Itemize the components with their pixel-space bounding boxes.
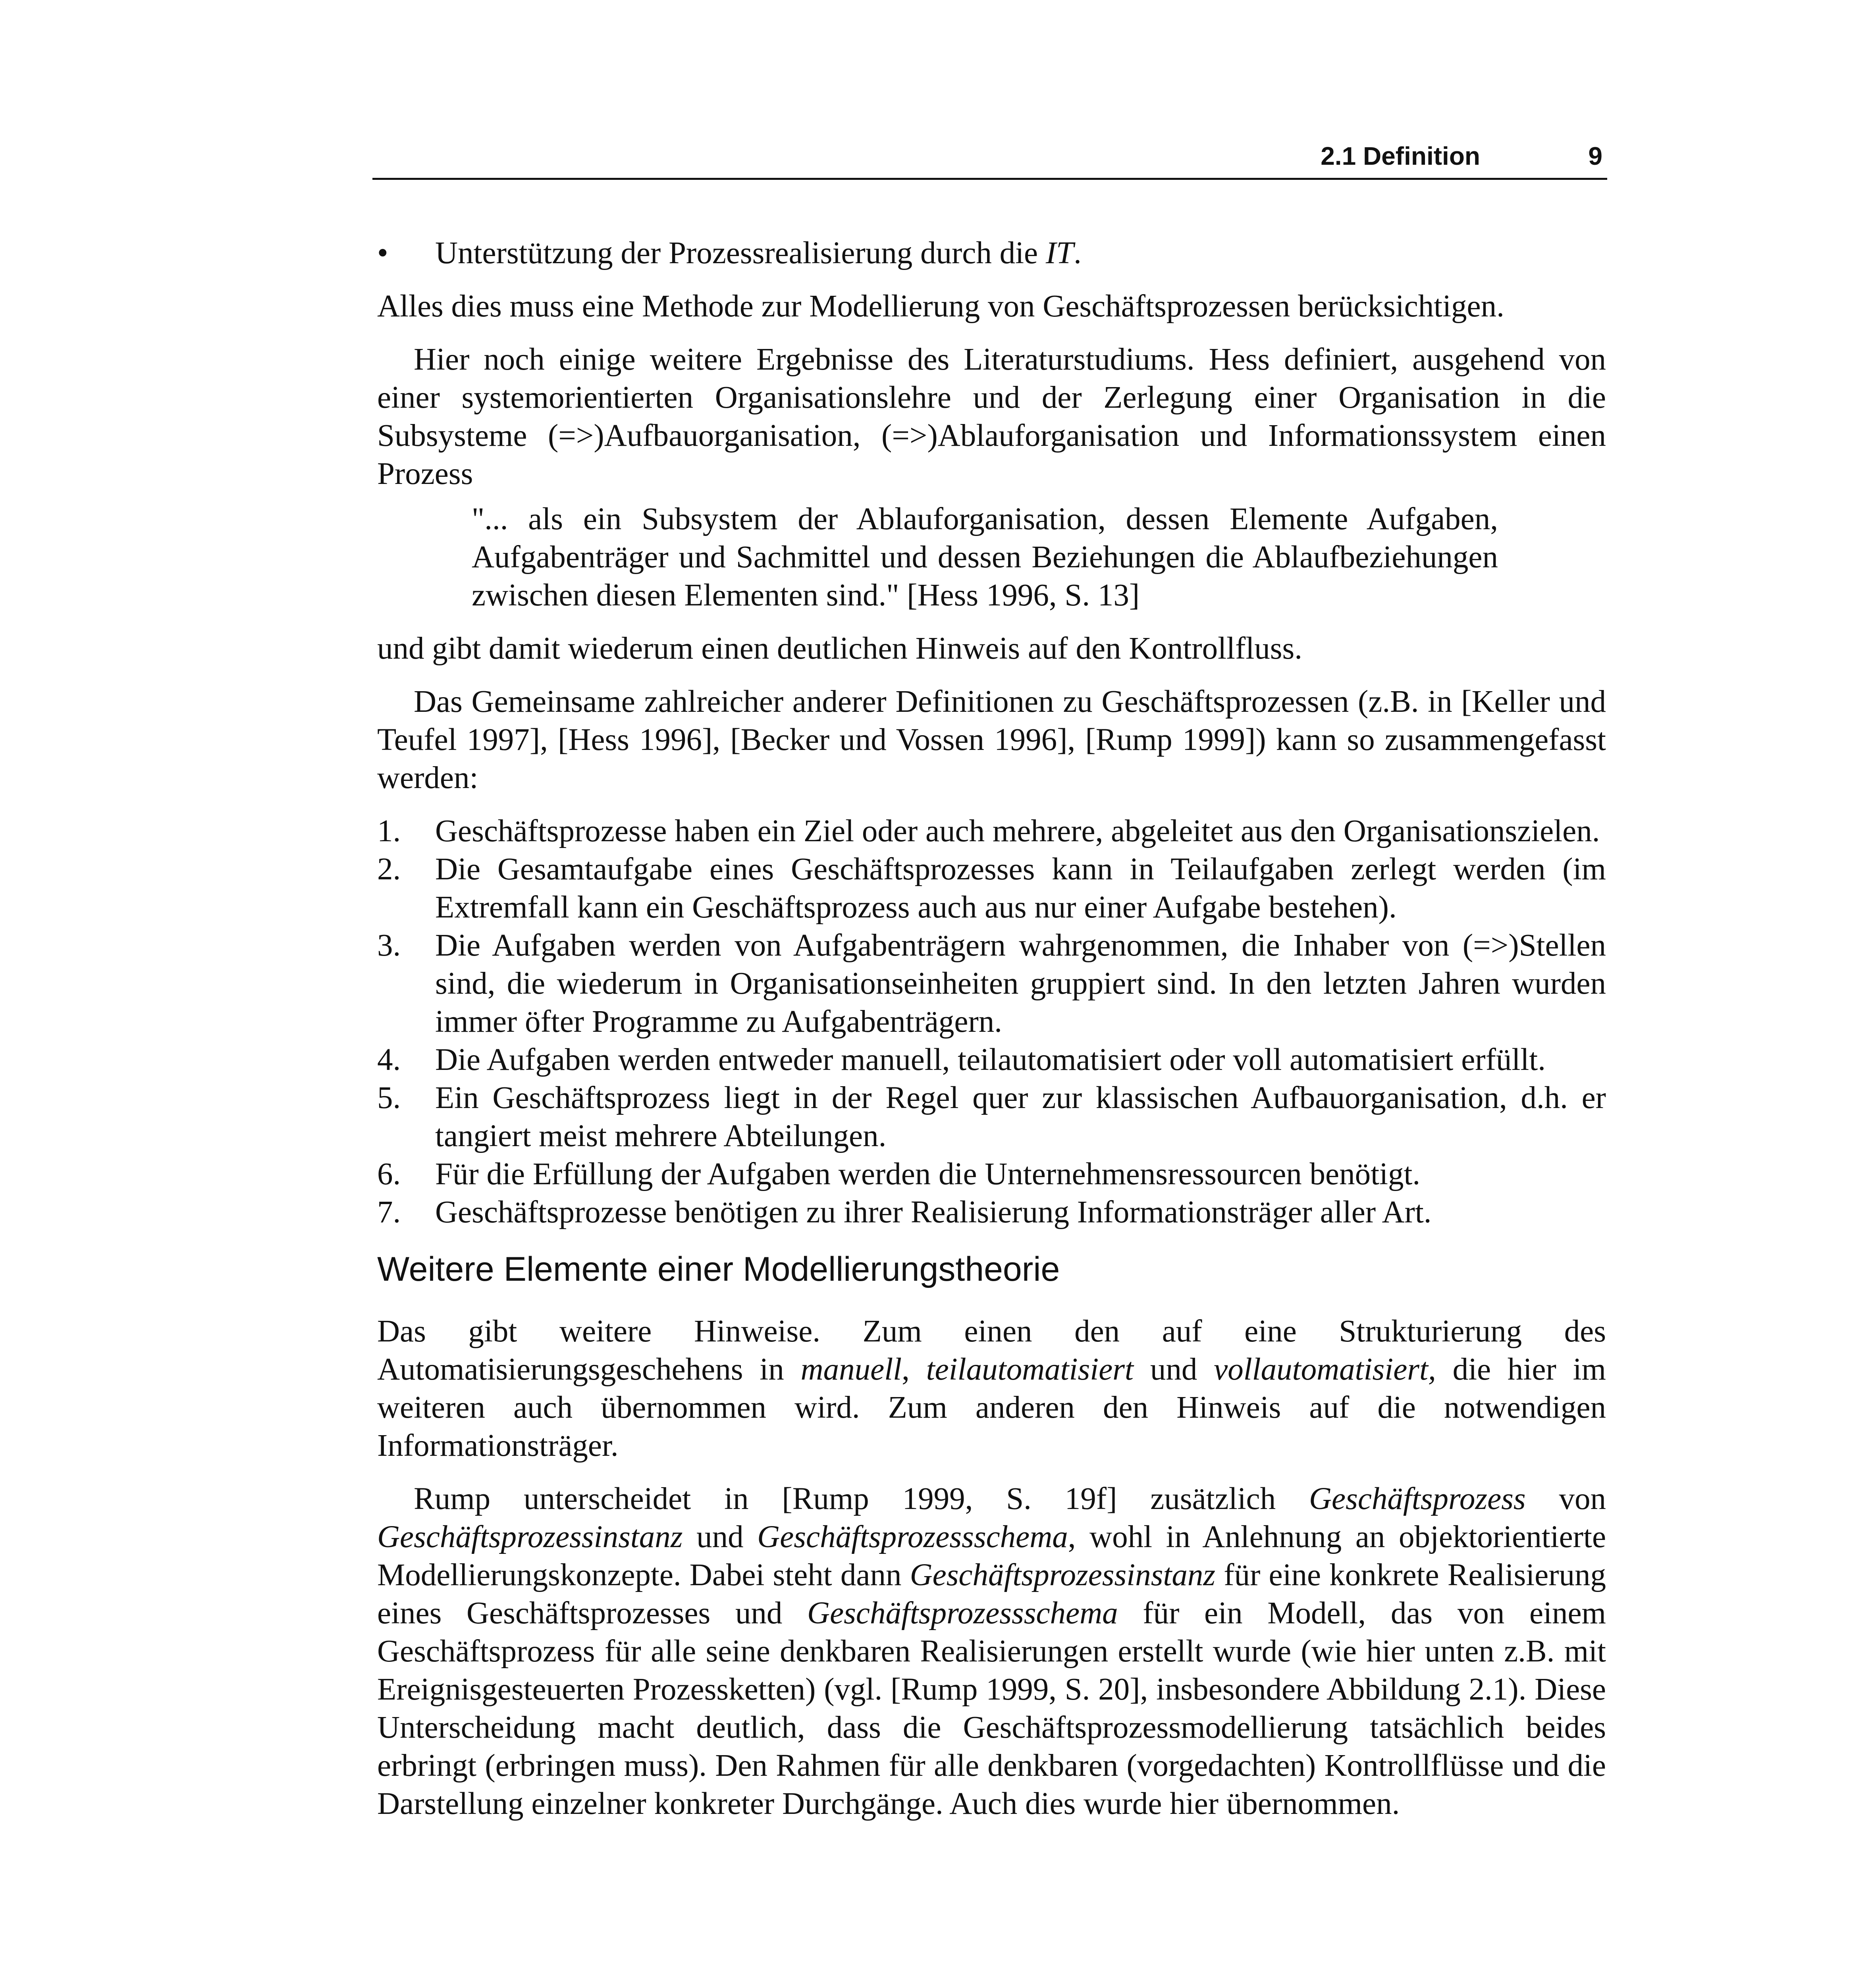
bullet-marker: • bbox=[377, 236, 388, 270]
list-item bbox=[377, 1041, 1606, 1079]
text-run: Rump unterscheidet in [Rump 1999, S. 19f] zusätzlich bbox=[414, 1482, 1309, 1516]
text-run: für eine konkrete Realisierung eines Geschäftsprozesses und bbox=[377, 1558, 1606, 1630]
italic-run: teilautomatisiert bbox=[926, 1352, 1134, 1387]
paragraph-2: Hier noch einige weitere Ergebnisse des Literaturstudiums. Hess definiert, ausgehend von einer systemorientierten Organisationslehre und der Zerlegung einer Organisation in die Subsysteme (=>)Aufbauorganisation, (=>)Ablauforganisation und Informationssystem einen Prozess bbox=[377, 342, 1606, 491]
list-number: 7. bbox=[377, 1195, 401, 1230]
text-run: von bbox=[1525, 1482, 1606, 1516]
italic-run: manuell bbox=[800, 1352, 902, 1387]
section-heading: Weitere Elemente einer Modellierungstheorie bbox=[377, 1250, 1060, 1288]
italic-run: Geschäftsprozess bbox=[1309, 1482, 1526, 1516]
paragraph-5 bbox=[377, 1312, 1606, 1465]
list-number: 5. bbox=[377, 1081, 401, 1115]
list-number: 3. bbox=[377, 928, 401, 963]
paragraph-4: Das Gemeinsame zahlreicher anderer Definitionen zu Geschäftsprozessen (z.B. in [Keller und Teufel 1997], [Hess 1996], [Becker und Vossen 1996], [Rump 1999]) kann so zusammengefasst werden: bbox=[377, 684, 1606, 795]
italic-run: Geschäftsprozessinstanz bbox=[910, 1558, 1216, 1592]
list-item bbox=[377, 1079, 1606, 1155]
list-text: Für die Erfüllung der Aufgaben werden die Unternehmensressourcen benötigt. bbox=[435, 1157, 1421, 1191]
list-number: 1. bbox=[377, 814, 401, 848]
list-text: Die Aufgaben werden von Aufgabenträgern wahrgenommen, die Inhaber von (=>)Stellen sind, die wiederum in Organisationseinheiten gruppiert sind. In den letzten Jahren wurden immer öfter Programme zu Aufgabenträgern. bbox=[435, 928, 1606, 1039]
page-number: 9 bbox=[1588, 142, 1602, 170]
text-run: und bbox=[683, 1520, 758, 1554]
italic-run: vollautomatisiert, bbox=[1214, 1352, 1436, 1387]
paragraph-6 bbox=[377, 1480, 1606, 1823]
list-text: Die Gesamtaufgabe eines Geschäftsprozesses kann in Teilaufgaben zerlegt werden (im Extremfall kann ein Geschäftsprozess auch aus nur einer Aufgabe bestehen). bbox=[435, 852, 1606, 925]
bullet-item bbox=[377, 234, 1606, 272]
text-run: die hier im weiteren auch übernommen wird. Zum anderen den Hinweis auf die notwendigen Informationsträger. bbox=[377, 1352, 1606, 1463]
italic-run: Geschäftsprozessschema bbox=[757, 1520, 1068, 1554]
main-text bbox=[377, 234, 1606, 1823]
list-number: 2. bbox=[377, 852, 401, 887]
bullet-end: . bbox=[1074, 236, 1082, 270]
text-run: , wohl in Anlehnung an objektorientierte Modellierungskonzepte. Dabei steht dann bbox=[377, 1520, 1606, 1592]
text-run: , bbox=[902, 1352, 926, 1387]
bullet-text: Unterstützung der Prozessrealisierung durch die bbox=[435, 236, 1046, 270]
section-title: 2.1 Definition bbox=[1321, 142, 1480, 170]
running-header bbox=[372, 138, 1607, 180]
list-item bbox=[377, 927, 1606, 1041]
list-text: Geschäftsprozesse benötigen zu ihrer Realisierung Informationsträger aller Art. bbox=[435, 1195, 1432, 1230]
text-run: und bbox=[1133, 1352, 1214, 1387]
list-text: Geschäftsprozesse haben ein Ziel oder auch mehrere, abgeleitet aus den Organisationszielen. bbox=[435, 814, 1600, 848]
text-run: für ein Modell, das von einem Geschäftsprozess für alle seine denkbaren Realisierungen erstellt wurde (wie hier unten z.B. mit Ereignisgesteuerten Prozessketten) (vgl. [Rump 1999, S. 20], insbesondere Abbildung 2.1). Diese Unterscheidung macht deutlich, dass die Geschäftsprozessmodellierung tatsächlich beides erbringt (erbringen muss). Den Rahmen für alle denkbaren (vorgedachten) Kontrollflüsse und die Darstellung einzelner konkreter Durchgänge. Auch dies wurde hier übernommen. bbox=[377, 1596, 1606, 1821]
list-text: Ein Geschäftsprozess liegt in der Regel quer zur klassischen Aufbauorganisation, d.h. er tangiert meist mehrere Abteilungen. bbox=[435, 1081, 1606, 1153]
list-item bbox=[377, 850, 1606, 927]
list-number: 4. bbox=[377, 1043, 401, 1077]
paragraph-3: und gibt damit wiederum einen deutlichen Hinweis auf den Kontrollfluss. bbox=[377, 631, 1302, 666]
list-number: 6. bbox=[377, 1157, 401, 1191]
list-item bbox=[377, 1193, 1606, 1231]
italic-run: Geschäftsprozessinstanz bbox=[377, 1520, 683, 1554]
block-quote: "... als ein Subsystem der Ablauforganisation, dessen Elemente Aufgaben, Aufgabenträger und Sachmittel und dessen Beziehungen die Ablaufbeziehungen zwischen diesen Elementen sind." [Hess 1996, S. 13] bbox=[472, 502, 1498, 613]
list-text: Die Aufgaben werden entweder manuell, teilautomatisiert oder voll automatisiert erfüllt. bbox=[435, 1043, 1546, 1077]
list-item bbox=[377, 812, 1606, 850]
numbered-list bbox=[377, 812, 1606, 1231]
list-item bbox=[377, 1155, 1606, 1193]
paragraph-1: Alles dies muss eine Methode zur Modellierung von Geschäftsprozessen berücksichtigen. bbox=[377, 289, 1504, 324]
bullet-italic: IT bbox=[1045, 236, 1074, 270]
italic-run: Geschäftsprozessschema bbox=[807, 1596, 1118, 1630]
text-run: Das gibt weitere Hinweise. Zum einen den auf eine Strukturierung des Automatisierungsgeschehens in bbox=[377, 1314, 1606, 1387]
